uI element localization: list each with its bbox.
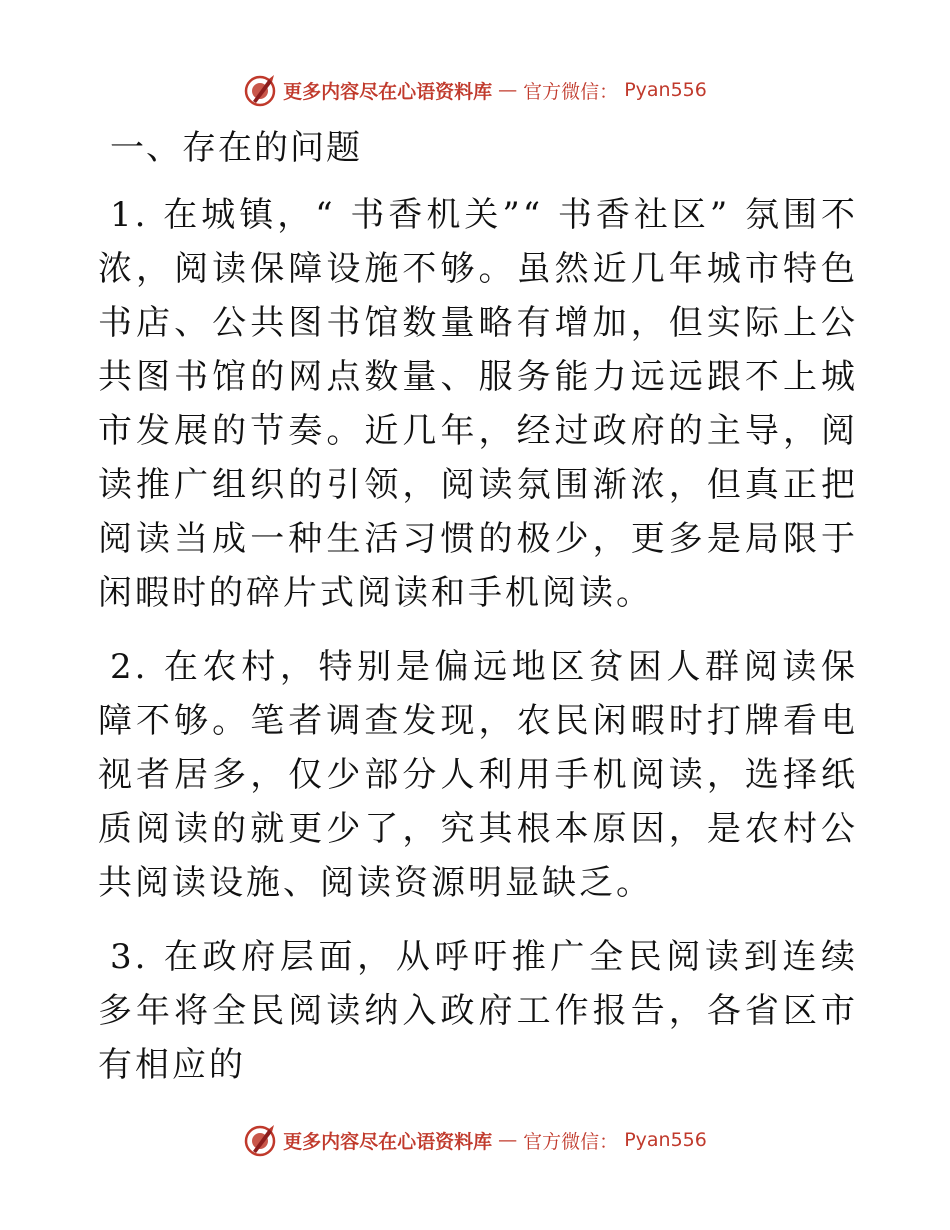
header-watermark bbox=[0, 70, 950, 110]
watermark-text: 更多内容尽在心语资料库 bbox=[283, 1130, 493, 1153]
watermark-label: 官方微信： bbox=[523, 1130, 619, 1153]
watermark-separator: — bbox=[498, 1129, 518, 1151]
watermark-text: 更多内容尽在心语资料库 bbox=[283, 80, 493, 103]
paragraph-2: 2. 在农村，特别是偏远地区贫困人群阅读保障不够。笔者调查发现，农民闲暇时打牌看电视者居多，仅少部分人利用手机阅读，选择纸质阅读的就更少了，究其根本原因，是农村公共阅读设施、阅读资源明显缺乏。 bbox=[98, 647, 858, 903]
paragraph-3: 3. 在政府层面，从呼吁推广全民阅读到连续多年将全民阅读纳入政府工作报告，各省区市有相应的 bbox=[98, 937, 858, 1085]
footer-watermark bbox=[0, 1120, 950, 1160]
watermark-label: 官方微信： bbox=[523, 80, 619, 103]
watermark-account: Pyan556 bbox=[624, 79, 707, 101]
watermark-separator: — bbox=[498, 79, 518, 101]
quill-logo-icon bbox=[243, 1123, 277, 1157]
watermark-account: Pyan556 bbox=[624, 1129, 707, 1151]
paragraph-1: 1. 在城镇，“ 书香机关”“ 书香社区” 氛围不浓，阅读保障设施不够。虽然近几年城市特色书店、公共图书馆数量略有增加，但实际上公共图书馆的网点数量、服务能力远远跟不上城市发展的节奏。近几年，经过政府的主导，阅读推广组织的引领，阅读氛围渐浓，但真正把阅读当成一种生活习惯的极少，更多是局限于闲暇时的碎片式阅读和手机阅读。 bbox=[98, 195, 858, 613]
section-heading: 一、存在的问题 bbox=[110, 128, 362, 168]
document-body bbox=[98, 120, 858, 1112]
quill-logo-icon bbox=[243, 73, 277, 107]
